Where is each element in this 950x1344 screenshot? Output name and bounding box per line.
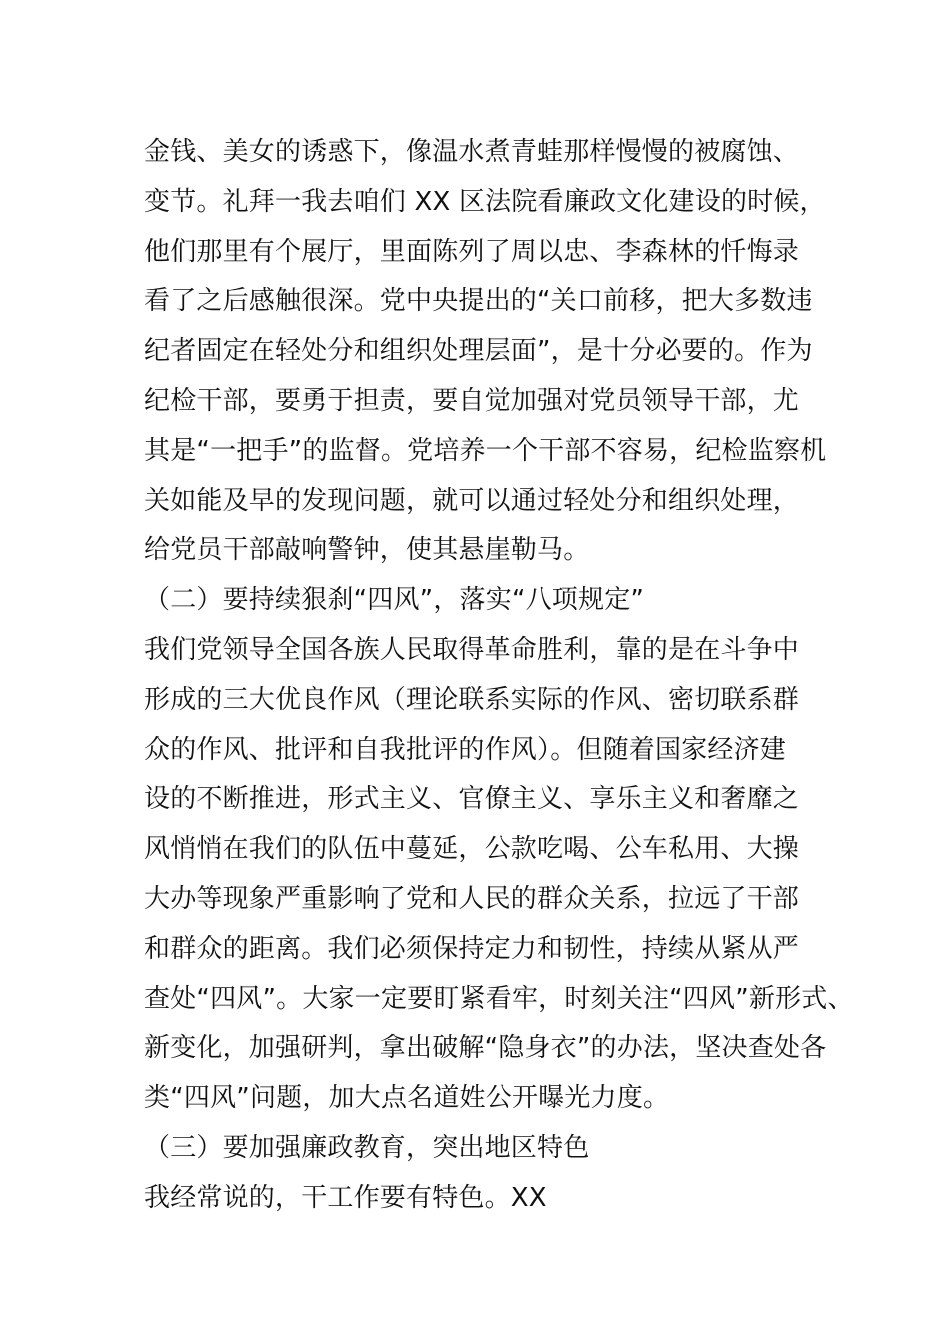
text-line: 纪者固定在轻处分和组织处理层面”，是十分必要的。作为: [144, 336, 813, 367]
text-line: 其是“一把手”的监督。党培养一个干部不容易，纪检监察机: [144, 435, 827, 466]
document-body: [144, 128, 854, 1224]
text-line: 和群众的距离。我们必须保持定力和韧性，持续从紧从严: [144, 933, 800, 964]
text-line: 纪检干部，要勇于担责，要自觉加强对党员领导干部，尤: [144, 385, 800, 416]
text-line: 我经常说的，干工作要有特色。XX: [144, 1182, 547, 1213]
text-line: 形成的三大优良作风（理论联系实际的作风、密切联系群: [144, 684, 800, 715]
section-heading: （二）要持续狠刹“四风”，落实“八项规定”: [144, 585, 645, 616]
text-line: 给党员干部敲响警钟，使其悬崖勒马。: [144, 535, 590, 566]
section-heading: （三）要加强廉政教育，突出地区特色: [144, 1132, 590, 1163]
text-line: 风悄悄在我们的队伍中蔓延，公款吃喝、公车私用、大操: [144, 834, 800, 865]
text-line: 查处“四风”。大家一定要盯紧看牢，时刻关注“四风”新形式、: [144, 983, 854, 1014]
text-line: 设的不断推进，形式主义、官僚主义、享乐主义和奢靡之: [144, 784, 800, 815]
text-line: 众的作风、批评和自我批评的作风）。但随着国家经济建: [144, 734, 787, 765]
text-line: 他们那里有个展厅，里面陈列了周以忠、李森林的忏悔录: [144, 236, 800, 267]
text-line: 金钱、美女的诱惑下，像温水煮青蛙那样慢慢的被腐蚀、: [144, 137, 800, 167]
text-line: 变节。礼拜一我去咱们 XX 区法院看廉政文化建设的时候，: [144, 186, 826, 217]
text-line: 新变化，加强研判，拿出破解“隐身衣”的办法，坚决查处各: [144, 1033, 827, 1064]
text-line: 类“四风”问题，加大点名道姓公开曝光力度。: [144, 1083, 670, 1114]
text-line: 我们党领导全国各族人民取得革命胜利，靠的是在斗争中: [144, 634, 800, 665]
text-line: 大办等现象严重影响了党和人民的群众关系，拉远了干部: [144, 883, 800, 914]
text-line: 看了之后感触很深。党中央提出的“关口前移，把大多数违: [144, 286, 813, 317]
text-line: 关如能及早的发现问题，就可以通过轻处分和组织处理，: [144, 485, 800, 516]
